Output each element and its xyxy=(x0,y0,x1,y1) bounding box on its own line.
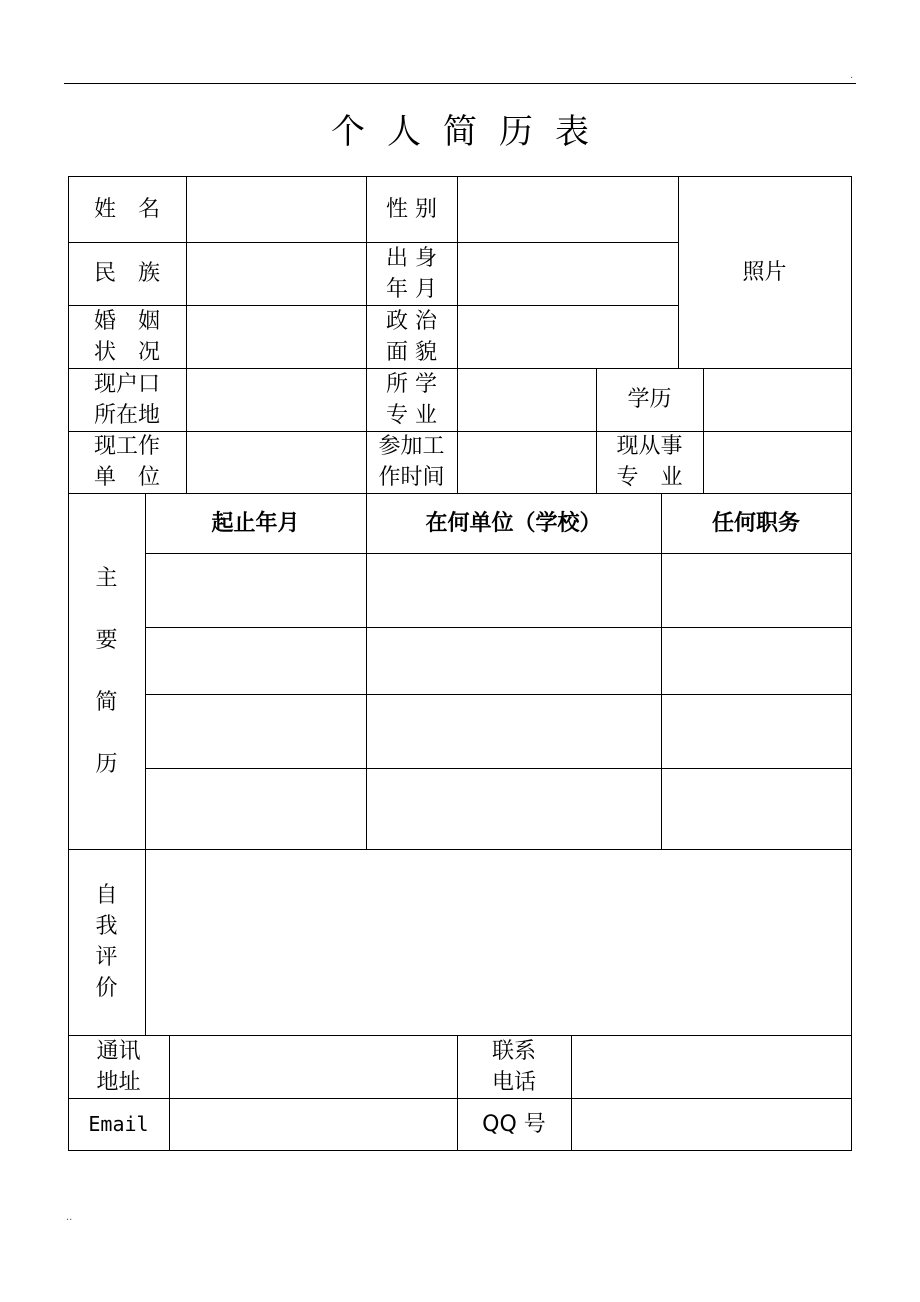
self-evaluation-label: 自 我 评 价 xyxy=(95,883,118,1001)
header-rule xyxy=(64,83,856,84)
history-period-cell[interactable] xyxy=(146,769,366,849)
address-field[interactable] xyxy=(170,1036,457,1098)
phone-field[interactable] xyxy=(572,1036,851,1098)
marital-status-field[interactable] xyxy=(187,306,366,368)
gender-field[interactable] xyxy=(458,177,678,242)
history-position-cell[interactable] xyxy=(662,554,851,627)
ethnicity-field[interactable] xyxy=(187,243,366,305)
address-label: 通讯 地址 xyxy=(96,1038,141,1095)
political-status-label: 政 治 面 貌 xyxy=(386,308,437,365)
major-label: 所 学 专 业 xyxy=(386,371,437,428)
email-field[interactable] xyxy=(170,1099,457,1150)
hukou-field[interactable] xyxy=(187,369,366,431)
education-label: 学历 xyxy=(627,387,672,412)
birth-date-field[interactable] xyxy=(458,243,678,305)
qq-field[interactable] xyxy=(572,1099,851,1150)
history-position-cell[interactable] xyxy=(662,695,851,768)
name-field[interactable] xyxy=(187,177,366,242)
birth-date-label: 出 身 年 月 xyxy=(386,245,437,302)
occupation-field[interactable] xyxy=(704,432,851,493)
self-evaluation-field[interactable] xyxy=(146,850,851,1035)
history-organization-cell[interactable] xyxy=(367,628,661,694)
history-header-position: 任何职务 xyxy=(711,510,800,536)
qq-label: QQ 号 xyxy=(482,1111,546,1137)
corner-mark: . xyxy=(850,70,854,81)
ethnicity-label: 民 族 xyxy=(93,261,160,286)
name-label: 姓 名 xyxy=(93,196,160,222)
hukou-label: 现户口 所在地 xyxy=(93,371,160,428)
email-label: Email xyxy=(88,1111,149,1136)
history-organization-cell[interactable] xyxy=(367,554,661,627)
political-status-field[interactable] xyxy=(458,306,678,368)
work-start-field[interactable] xyxy=(458,432,596,493)
gender-label: 性 别 xyxy=(386,196,437,222)
work-start-label: 参加工 作时间 xyxy=(378,434,445,490)
education-field[interactable] xyxy=(704,369,851,431)
footer-mark: .. xyxy=(66,1212,73,1223)
occupation-label: 现从事 专 业 xyxy=(616,434,683,490)
marital-status-label: 婚 姻 状 况 xyxy=(93,308,160,365)
history-period-cell[interactable] xyxy=(146,554,366,627)
history-organization-cell[interactable] xyxy=(367,769,661,849)
history-position-cell[interactable] xyxy=(662,769,851,849)
page-title: 个人简历表 xyxy=(331,112,611,152)
employer-label: 现工作 单 位 xyxy=(93,434,160,490)
major-field[interactable] xyxy=(458,369,596,431)
phone-label: 联系 电话 xyxy=(491,1038,536,1095)
history-section-label: 主 要 简 历 xyxy=(95,565,118,777)
history-period-cell[interactable] xyxy=(146,628,366,694)
history-period-cell[interactable] xyxy=(146,695,366,768)
history-position-cell[interactable] xyxy=(662,628,851,694)
history-header-organization: 在何单位（学校） xyxy=(425,510,602,536)
employer-field[interactable] xyxy=(187,432,366,493)
history-organization-cell[interactable] xyxy=(367,695,661,768)
photo-box[interactable]: 照片 xyxy=(742,259,787,285)
history-header-period: 起止年月 xyxy=(211,510,300,536)
